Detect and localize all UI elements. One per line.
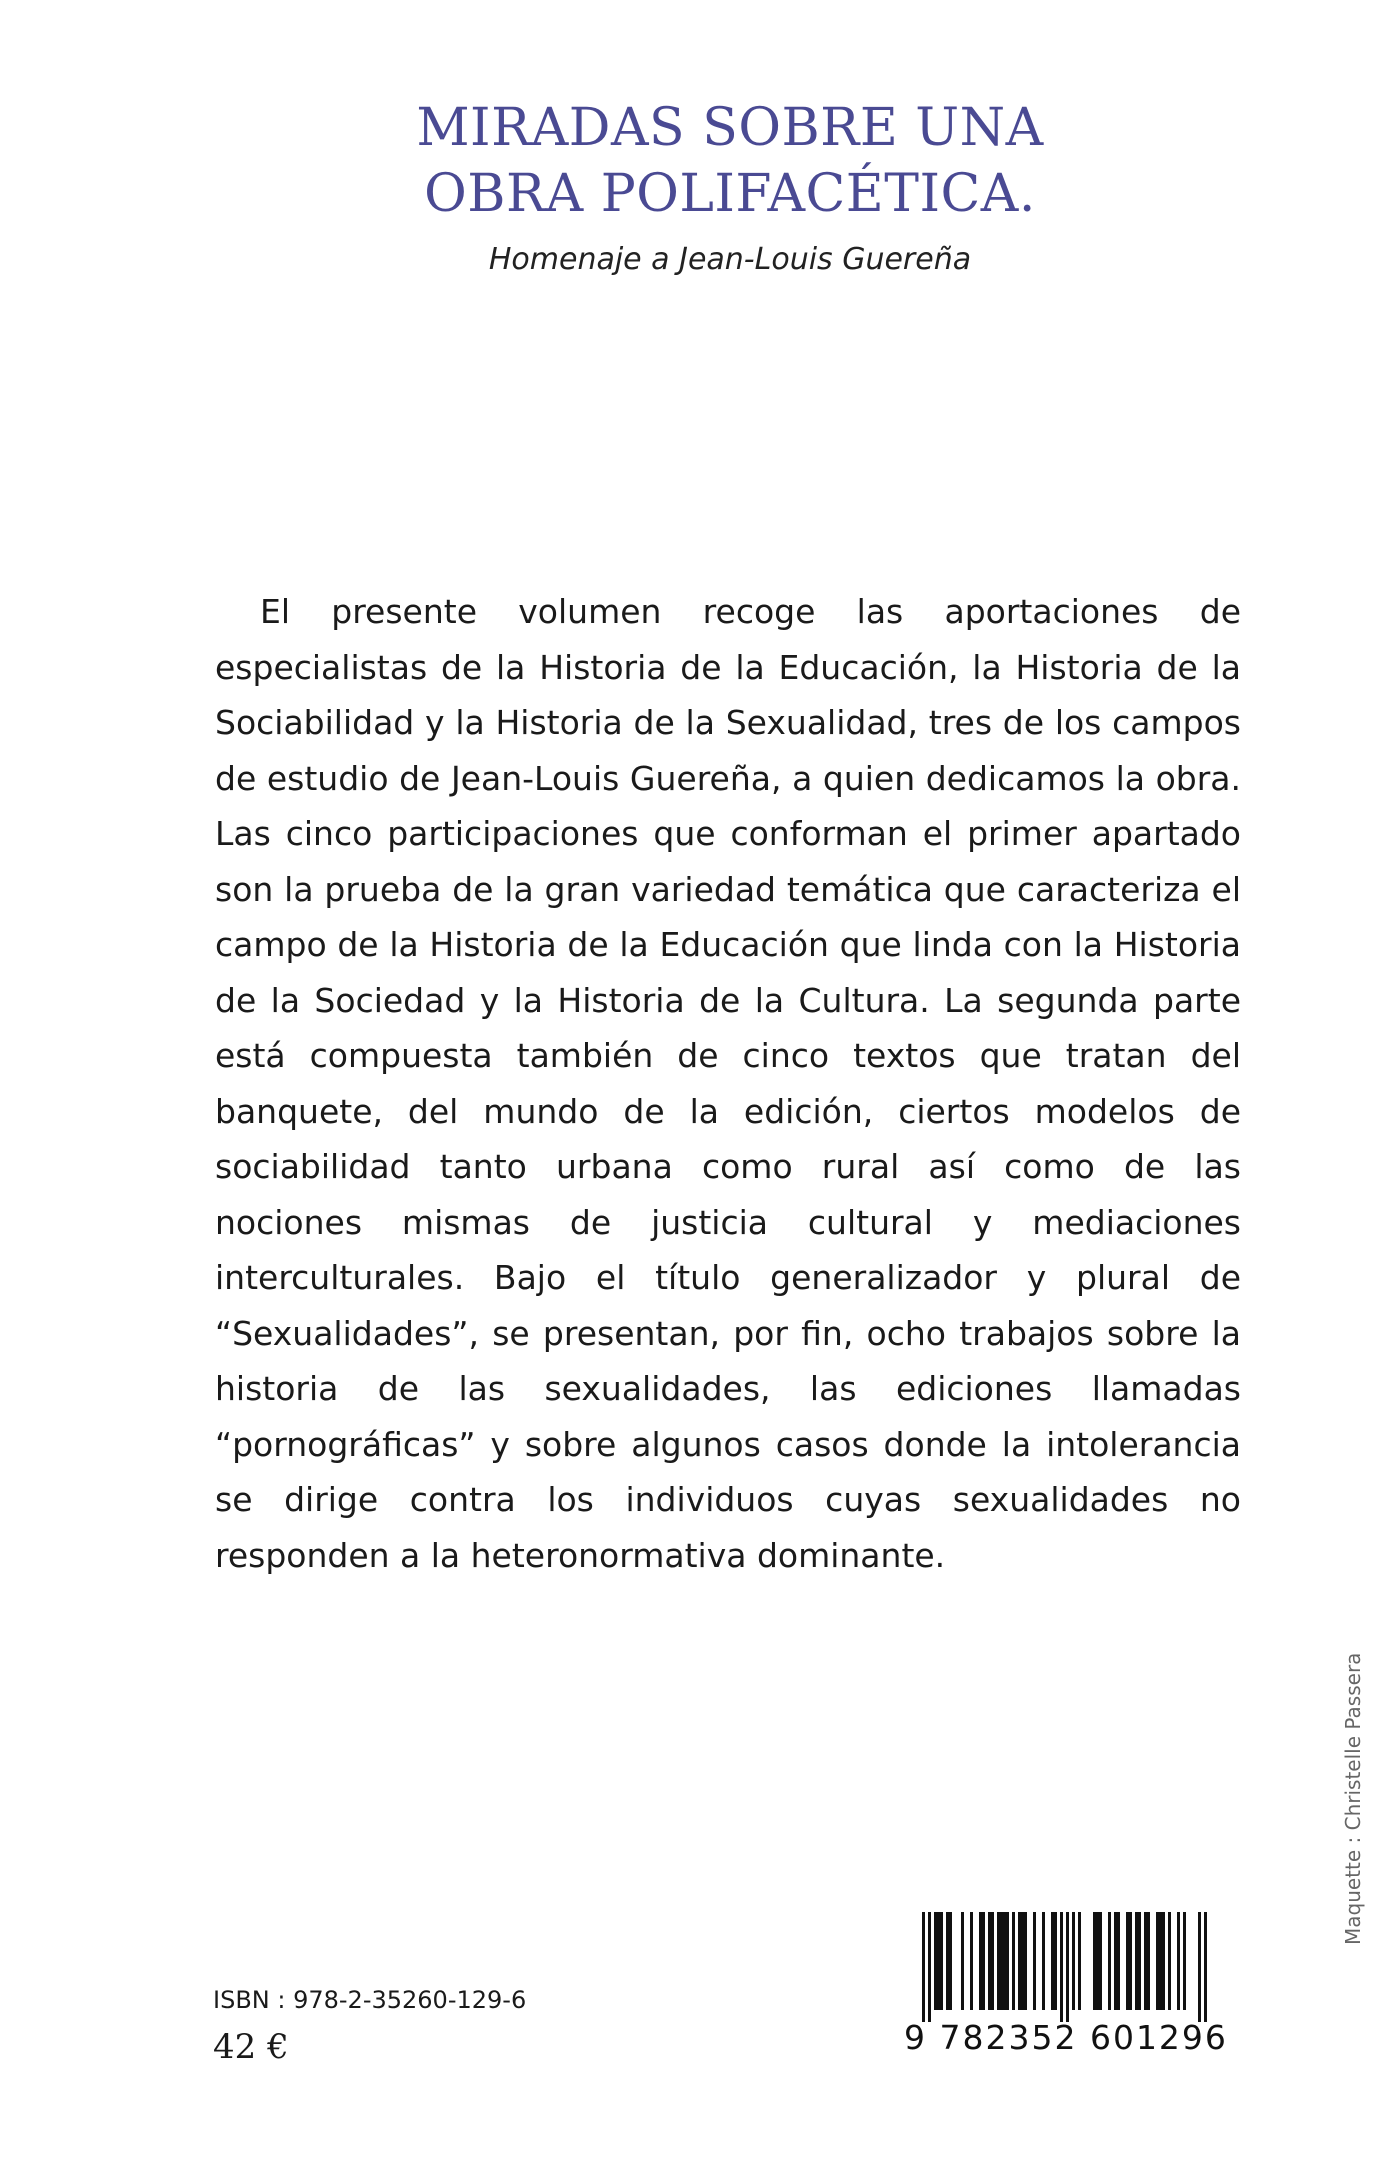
barcode-bar — [1012, 1912, 1015, 2010]
barcode-bar — [1078, 1912, 1081, 2010]
book-subtitle: Homenaje a Jean-Louis Guereña — [488, 242, 972, 277]
barcode-bar — [1033, 1912, 1036, 2010]
barcode-bar — [1183, 1912, 1186, 2010]
barcode-digits: 9 782352 601296 — [904, 2018, 1228, 2057]
blurb-text — [215, 584, 1241, 1583]
barcode-bar — [1099, 1912, 1102, 2010]
barcode-bar — [1021, 1912, 1024, 2010]
blurb-paragraph: El presente volumen recoge las aportaciones de especialistas de la Historia de la Educación, la Historia de la Sociabilidad y la Historia de la Sexualidad, tres de los campos de estudio de Jean-Louis Guereña, a quien dedicamos la obra. Las cinco participaciones que conforman el primer apartado son la prueba de la gran variedad temática que caracteriza el campo de la Historia de la Educación que linda con la Historia de la Sociedad y la Historia de la Cultura. La segunda parte está compuesta también de cinco textos que tratan del banquete, del mundo de la edición, ciertos modelos de sociabilidad tanto urbana como rural así como de las nociones mismas de justicia cultural y mediaciones interculturales. Bajo el título generalizador y plural de “Sexualidades”, se presentan, por fin, ocho trabajos sobre la historia de las sexualidades, las ediciones llamadas “pornográficas” y sobre algunos casos donde la intolerancia se dirige contra los individuos cuyas sexualidades no responden a la heteronormativa dominante. — [215, 592, 1241, 1575]
barcode-bar — [1042, 1912, 1045, 2010]
barcode-bar — [982, 1912, 985, 2010]
barcode-bar — [1177, 1912, 1180, 2010]
barcode-bar — [1006, 1912, 1009, 2010]
price-label: 42 € — [213, 2027, 289, 2067]
barcode-bar — [1117, 1912, 1120, 2010]
barcode-bar — [949, 1912, 952, 2010]
barcode-bar — [1054, 1912, 1057, 2010]
barcode-bar — [1072, 1912, 1075, 2010]
barcode — [904, 1912, 1228, 2060]
barcode-bar — [961, 1912, 964, 2010]
barcode-bar — [988, 1912, 991, 2010]
barcode-bar — [940, 1912, 943, 2010]
barcode-bar — [991, 1912, 994, 2010]
barcode-bar — [1129, 1912, 1132, 2010]
barcode-bar — [1000, 1912, 1003, 2010]
barcode-bar — [1138, 1912, 1141, 2010]
barcode-bar — [1168, 1912, 1171, 2010]
design-credit: Maquette : Christelle Passera — [1341, 1652, 1365, 1945]
barcode-bar — [1108, 1912, 1111, 2010]
barcode-bar — [1114, 1912, 1117, 2010]
barcode-bar — [1024, 1912, 1027, 2010]
barcode-bar — [1093, 1912, 1096, 2010]
barcode-bar — [1003, 1912, 1006, 2010]
book-title-line-1: MIRADAS SOBRE UNA — [416, 98, 1044, 158]
barcode-bar — [1096, 1912, 1099, 2010]
barcode-bar — [1126, 1912, 1129, 2010]
barcode-bar — [979, 1912, 982, 2010]
barcode-bar — [1018, 1912, 1021, 2010]
barcode-bar — [1144, 1912, 1147, 2010]
barcode-bars — [904, 1912, 1224, 2022]
barcode-bar — [1204, 1912, 1207, 2022]
barcode-bar — [1135, 1912, 1138, 2010]
barcode-bar — [1156, 1912, 1159, 2010]
barcode-bar — [928, 1912, 931, 2022]
barcode-bar — [934, 1912, 937, 2010]
isbn-label: ISBN : 978-2-35260-129-6 — [213, 1986, 527, 2014]
book-title-line-2: OBRA POLIFACÉTICA. — [424, 164, 1036, 224]
barcode-bar — [922, 1912, 925, 2022]
barcode-bar — [997, 1912, 1000, 2010]
barcode-bar — [946, 1912, 949, 2010]
barcode-bar — [1060, 1912, 1063, 2022]
barcode-bar — [1198, 1912, 1201, 2022]
barcode-bar — [1066, 1912, 1069, 2022]
barcode-bar — [1147, 1912, 1150, 2010]
barcode-bar — [1162, 1912, 1165, 2010]
barcode-bar — [1159, 1912, 1162, 2010]
barcode-bar — [1051, 1912, 1054, 2010]
barcode-bar — [970, 1912, 973, 2010]
barcode-bar — [937, 1912, 940, 2010]
